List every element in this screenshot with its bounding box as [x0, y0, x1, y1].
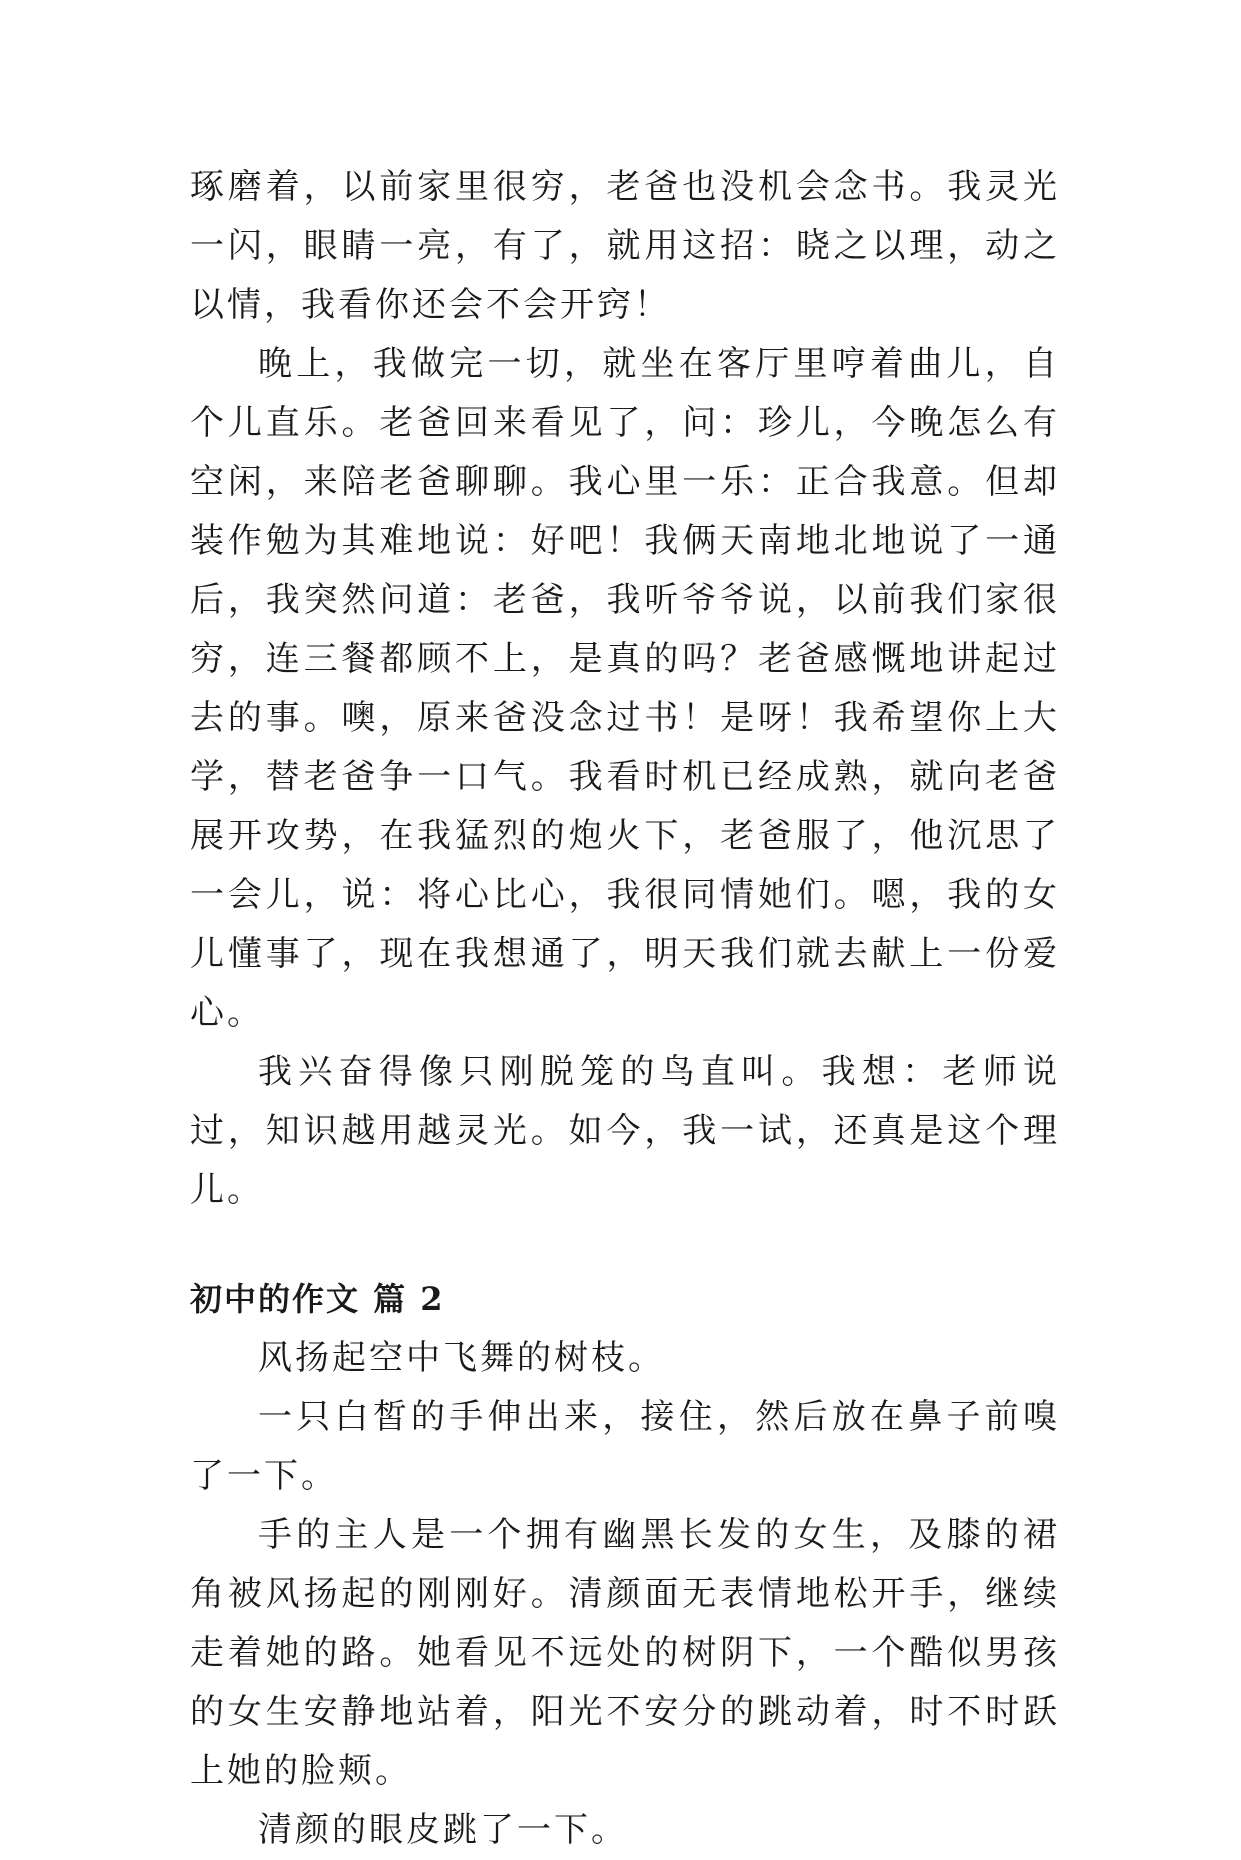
section-heading: 初中的作文 篇 2 [190, 1280, 445, 1318]
paragraph-7: 清颜的眼皮跳了一下。 [258, 1810, 628, 1850]
paragraph-5: 一只白皙的手伸出来，接住，然后放在鼻子前嗅了一下。 [190, 1397, 1060, 1496]
paragraph-3: 我兴奋得像只刚脱笼的鸟直叫。我想：老师说过，知识越用越灵光。如今，我一试，还真是这个理儿。 [190, 1052, 1060, 1210]
paragraph-2: 晚上，我做完一切，就坐在客厅里哼着曲儿，自个儿直乐。老爸回来看见了，问：珍儿，今晚怎么有空闲，来陪老爸聊聊。我心里一乐：正合我意。但却装作勉为其难地说：好吧！我俩天南地北地说了一通后，我突然问道：老爸，我听爷爷说，以前我们家很穷，连三餐都顾不上，是真的吗？老爸感慨地讲起过去的事。噢，原来爸没念过书！是呀！我希望你上大学，替老爸争一口气。我看时机已经成熟，就向老爸展开攻势，在我猛烈的炮火下，老爸服了，他沉思了一会儿，说：将心比心，我很同情她们。嗯，我的女儿懂事了，现在我想通了，明天我们就去献上一份爱心。 [190, 344, 1060, 1033]
paragraph-6: 手的主人是一个拥有幽黑长发的女生，及膝的裙角被风扬起的刚刚好。清颜面无表情地松开手，继续走着她的路。她看见不远处的树阴下，一个酷似男孩的女生安静地站着，阳光不安分的跳动着，时不时跃上她的脸颊。 [190, 1515, 1060, 1791]
document-page [190, 158, 1060, 1860]
paragraph-4: 风扬起空中飞舞的树枝。 [258, 1338, 665, 1378]
paragraph-1: 琢磨着，以前家里很穷，老爸也没机会念书。我灵光一闪，眼睛一亮，有了，就用这招：晓之以理，动之以情，我看你还会不会开窍！ [190, 167, 1060, 325]
